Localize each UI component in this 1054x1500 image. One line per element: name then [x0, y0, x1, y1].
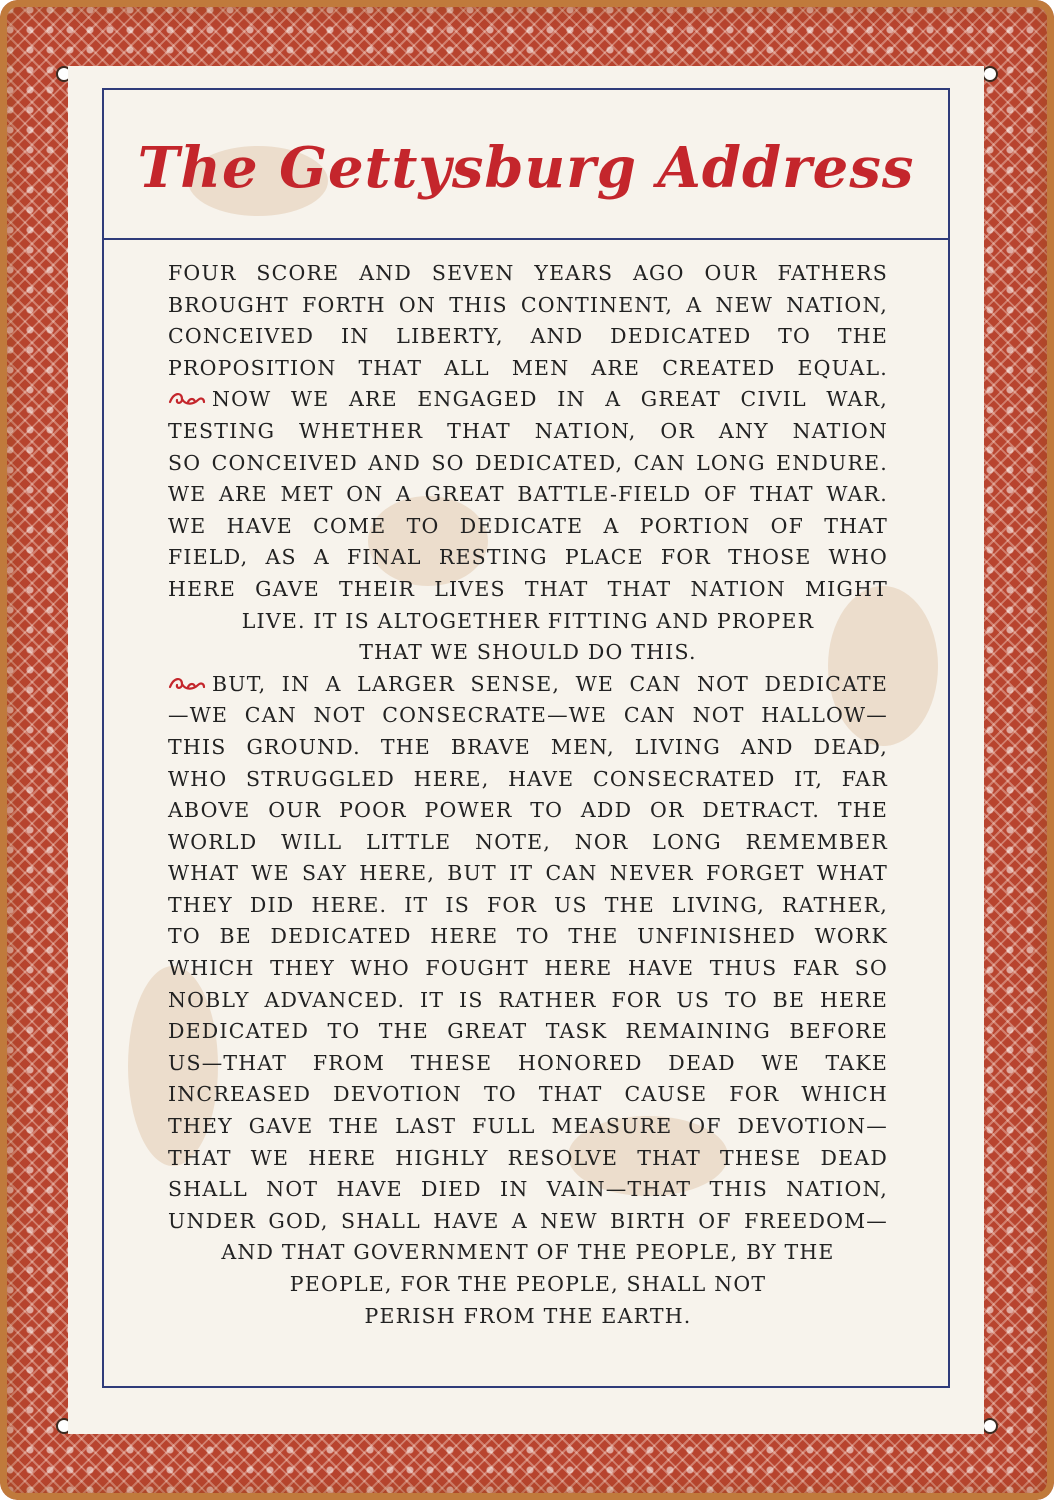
sign-title: The Gettysburg Address: [137, 135, 915, 201]
text-line: UNDER GOD, SHALL HAVE A NEW BIRTH OF FREEDOM—: [168, 1208, 888, 1233]
title-divider: [104, 238, 948, 240]
text-line: FOUR SCORE AND SEVEN YEARS AGO OUR FATHERS: [168, 261, 888, 285]
inner-frame: [102, 88, 950, 1388]
ornamental-flourish-icon: [168, 390, 206, 408]
text-line: THIS GROUND. THE BRAVE MEN, LIVING AND DEAD,: [168, 734, 888, 759]
text-line: WE HAVE COME TO DEDICATE A PORTION OF THAT: [168, 513, 888, 538]
text-line: BROUGHT FORTH ON THIS CONTINENT, A NEW NATION,: [168, 292, 888, 317]
text-line: THAT WE HERE HIGHLY RESOLVE THAT THESE DEAD: [168, 1145, 888, 1170]
text-line: THAT WE SHOULD DO THIS.: [359, 640, 697, 665]
mounting-hole-top-right: [982, 66, 998, 82]
text-line: NOBLY ADVANCED. IT IS RATHER FOR US TO BE HERE: [168, 987, 888, 1012]
text-line: WHO STRUGGLED HERE, HAVE CONSECRATED IT, FAR: [168, 766, 888, 791]
text-line: INCREASED DEVOTION TO THAT CAUSE FOR WHICH: [168, 1082, 888, 1107]
text-line: WE ARE MET ON A GREAT BATTLE-FIELD OF THAT WAR.: [168, 482, 888, 507]
text-line: THEY DID HERE. IT IS FOR US THE LIVING, RATHER,: [168, 892, 888, 917]
text-line: TESTING WHETHER THAT NATION, OR ANY NATION: [168, 418, 888, 443]
text-line: WORLD WILL LITTLE NOTE, NOR LONG REMEMBER: [168, 829, 888, 854]
text-line: ABOVE OUR POOR POWER TO ADD OR DETRACT. THE: [168, 798, 888, 823]
address-text: [168, 258, 888, 1332]
text-line: LIVE. IT IS ALTOGETHER FITTING AND PROPER: [241, 608, 815, 633]
text-line-with-flourish: [168, 384, 888, 416]
text-line: WHICH THEY WHO FOUGHT HERE HAVE THUS FAR SO: [168, 956, 888, 981]
text-line: THEY GAVE THE LAST FULL MEASURE OF DEVOTION—: [168, 1114, 888, 1139]
text-line: PEOPLE, FOR THE PEOPLE, SHALL NOT: [289, 1272, 767, 1296]
ornamental-flourish-icon: [168, 675, 206, 693]
text-line: NOW WE ARE ENGAGED IN A GREAT CIVIL WAR,: [212, 387, 888, 412]
text-line: US—THAT FROM THESE HONORED DEAD WE TAKE: [168, 1050, 888, 1075]
text-line: FIELD, AS A FINAL RESTING PLACE FOR THOSE WHO: [168, 545, 888, 570]
mounting-hole-bottom-right: [982, 1418, 998, 1434]
text-line: TO BE DEDICATED HERE TO THE UNFINISHED WORK: [168, 924, 888, 949]
text-line: WHAT WE SAY HERE, BUT IT CAN NEVER FORGET WHAT: [168, 861, 888, 886]
sign-panel: [68, 66, 984, 1434]
text-line: DEDICATED TO THE GREAT TASK REMAINING BEFORE: [168, 1019, 888, 1044]
text-line: PROPOSITION THAT ALL MEN ARE CREATED EQUAL.: [168, 355, 888, 380]
text-line-with-flourish: [168, 669, 888, 701]
text-line: BUT, IN A LARGER SENSE, WE CAN NOT DEDICATE: [212, 671, 888, 696]
text-line: HERE GAVE THEIR LIVES THAT THAT NATION MIGHT: [168, 576, 888, 601]
text-line: PERISH FROM THE EARTH.: [364, 1303, 692, 1328]
text-line: SHALL NOT HAVE DIED IN VAIN—THAT THIS NATION,: [168, 1177, 888, 1202]
text-line: —WE CAN NOT CONSECRATE—WE CAN NOT HALLOW—: [168, 703, 888, 728]
text-line: SO CONCEIVED AND SO DEDICATED, CAN LONG ENDURE.: [168, 450, 888, 475]
text-line: CONCEIVED IN LIBERTY, AND DEDICATED TO THE: [168, 324, 888, 349]
text-line: AND THAT GOVERNMENT OF THE PEOPLE, BY THE: [221, 1240, 835, 1265]
